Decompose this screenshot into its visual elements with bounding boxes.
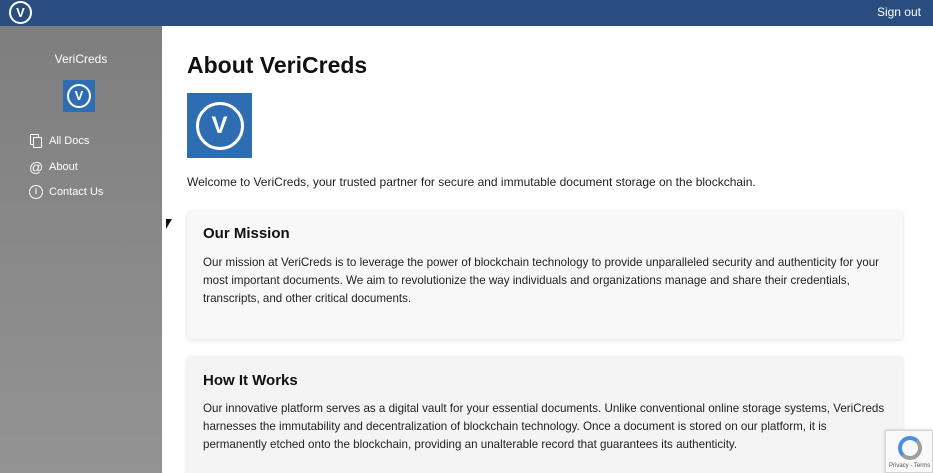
sidebar-brand: VeriCreds	[54, 52, 108, 66]
section-body: Our mission at VeriCreds is to leverage the power of blockchain technology to provide unparalleled security and authenticity for your most important documents. We aim to revolutionize the way individuals and organizations manage and share their credentials, transcripts, and other critical documents.	[203, 256, 880, 305]
info-icon: i	[29, 185, 43, 199]
sidebar-item-label: About	[49, 161, 78, 173]
sidebar-logo	[63, 80, 95, 112]
mission-card	[187, 211, 903, 339]
recaptcha-badge[interactable]	[885, 430, 933, 473]
section-heading: How It Works	[203, 372, 298, 389]
main-content	[162, 26, 933, 473]
sidebar-item-label: Contact Us	[49, 186, 104, 198]
mouse-cursor-icon	[166, 219, 172, 229]
section-heading: Our Mission	[203, 225, 290, 242]
sidebar-item-about[interactable]	[29, 158, 78, 176]
how-it-works-card	[187, 356, 903, 473]
vericreds-logo-icon: V	[196, 102, 244, 150]
hero-logo	[187, 93, 252, 158]
sign-out-link[interactable]: Sign out	[876, 5, 921, 19]
sidebar-item-label: All Docs	[49, 135, 90, 147]
top-navbar	[0, 0, 933, 26]
page-title: About VeriCreds	[187, 52, 368, 78]
at-icon: @	[29, 159, 44, 175]
sidebar	[0, 26, 162, 473]
section-body: Our innovative platform serves as a digital vault for your essential documents. Unlike conventional online storage systems, VeriCreds harnesses the immutability and decentralization of blockchain technology. Once a document is stored on our platform, it is permanently etched onto the blockchain, providing an unalterable record that guarantees its authenticity.	[203, 402, 885, 451]
sidebar-item-all-docs[interactable]	[29, 132, 89, 150]
vericreds-logo-icon[interactable]: V	[9, 1, 32, 24]
recaptcha-links[interactable]: Privacy - Terms	[889, 463, 931, 469]
vericreds-logo-icon: V	[67, 84, 91, 108]
welcome-text: Welcome to VeriCreds, your trusted partner for secure and immutable document storage on the blockchain.	[187, 175, 756, 189]
sidebar-item-contact-us[interactable]	[29, 183, 103, 201]
recaptcha-icon	[898, 436, 922, 460]
documents-icon	[29, 134, 43, 148]
